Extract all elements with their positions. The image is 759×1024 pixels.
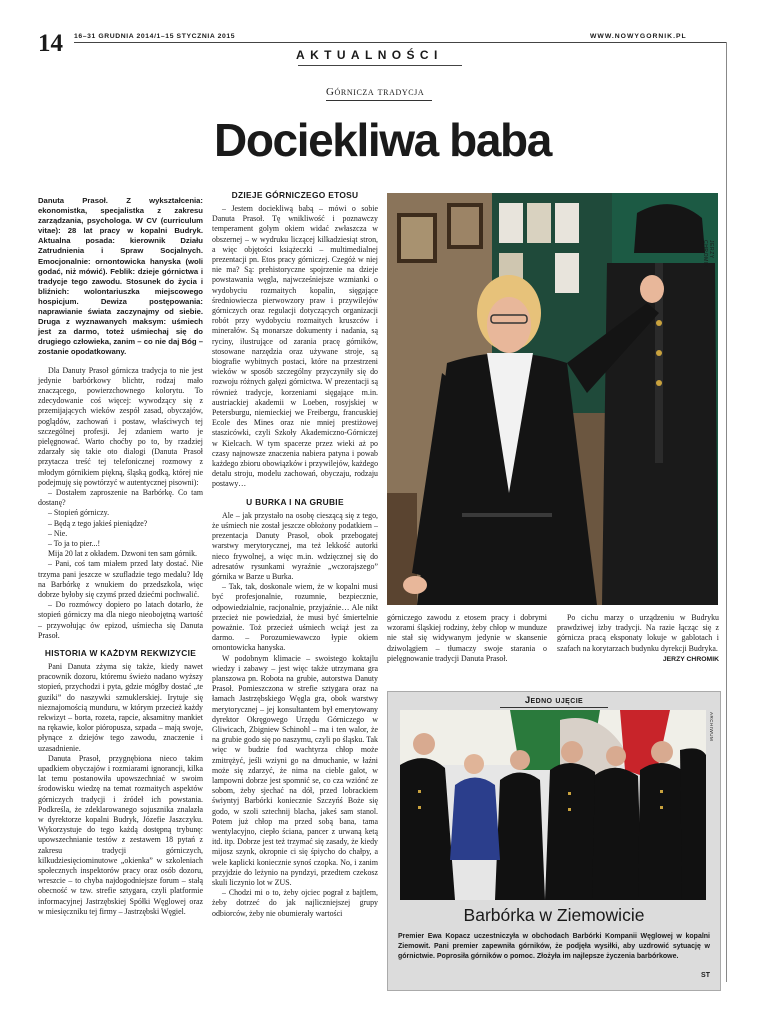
section-underline [298, 65, 462, 66]
subheading-burek: U BURKA I NA GRUBIE [246, 496, 344, 507]
col1-paragraph: Mija 20 lat z okładem. Dzwoni ten sam górnik. [48, 549, 198, 559]
col1-paragraph: – Nie. [48, 528, 68, 538]
bio-box: Danuta Prasoł. Z wykształcenia: ekonomistka, specjalistka z zakresu zarządzania, psychologa. W CV (curriculum vitae): 28 lat pracy w kopalni Budryk. Aktualna posada: kierownik Działu Zatrudnienia i Spraw Socjalnych. Emocjonalnie: ornontowicka hanyska (woli godać, niż mówić). Feblik: dzieje górnictwa i tradycje tego zawodu. Stosunek do życia i bliźnich: wolontariuszka miejscowego hospicjum. Dewiza postępowania: naprawianie świata zaczynajmy od siebie. Druga z wyznawanych maksym: uśmiech jest za darmo, toteż uśmiechaj się do drugiego człowieka, zanim – co nie daj Bóg – zostanie opodatkowany. [38, 196, 203, 357]
column-1 [38, 196, 203, 917]
site-url: WWW.NOWYGORNIK.PL [590, 33, 687, 40]
header-rule [74, 42, 726, 43]
col1-paragraph: – Pani, coś tam miałem przed laty dostać. Nie trzyma pani jeszcze w szufladzie tego medalu? Idę na Barbórkę z wnukiem do przedszkola, więc dobrze byłoby się czymś przed dziećmi pochwalić. [38, 559, 203, 599]
col2-paragraph-list [212, 204, 378, 490]
col3-text: górniczego zawodu z etosem pracy i dobrymi wzorami śląskiej rodziny, żeby chłop w munduze nie stał się widywanym jedynie w skansenie dziwolągiem – tłumaczy swoje starania o pielęgnowanie tradycji Danuta Prasoł. [387, 613, 547, 663]
page-number: 14 [38, 30, 63, 57]
col2-paragraph: – Jestem dociekliwą babą – mówi o sobie Danuta Prasoł. Tę wnikliwość i poznawczy temperament golym okiem widać zwłaszcza w obszernej – w wydruku liczącej kilkadziesiąt stron, a więc objętości książeczki – multimedialnej prezentacji pn. Etos pracy górniczej. Czegóż w niej nie ma? Są: prehistoryczne spojrzenie na dzieje powstawania węgla, najwcześniejsze wzmianki o wydobyciu rozmaitych kopalin, sięgające średniowiecza pierwowzory praw i przywilejów górniczych oraz regulacji dotyczących organizacji robót przy wydobyciu rozmaitych kruszców i minerałów. Są monarsze dokumenty i nadania, są ryciny, ilustrujące od zarania pracę górników, stosowane narzędzia oraz używane stroje, są biografie wybitnych postaci, które na przestrzeni wieków w sposób szczególny przyczyniły się do rozwoju różnych gałęzi górnictwa. W prezentacji są również tradycje, korzeniami sięgające m.in. austriackiej akademii w Loeben, rosyjskiej w Petersburgu, niemieckiej we Freibergu, francuskiej Ecole des Mines oraz nie mniej prestiżowej staszicówki, czyli Szkoły Akademiczno-Górniczej w Kielcach. W tym spacerze przez wieki aż po czasy najnowsze znaczenia nabiera patyna i powab każdego zbioru obowiązków i przywilejów, każdego detalu stroju, modelu zachowań, obyczaju, rodzaju postawy… [212, 204, 379, 489]
col1-paragraph: – Będą z tego jakieś pieniądze? [48, 518, 148, 528]
photo-credit-main: JERZY CHROMIK [702, 240, 714, 268]
box-caption: Premier Ewa Kopacz uczestniczyła w obchodach Barbórki Kompanii Węglowej w kopalni Ziemowit. Pani premier zapewniła górników, że podjęła wysiłki, aby uzdrowić sytuację w górnictwie. Poprosiła górników o pomoc. Złożyła im najlepsze życzenia barbórkowe. [398, 933, 710, 960]
box-title: Barbórka w Ziemowicie [463, 905, 645, 925]
article-title: Dociekliwa baba [214, 114, 551, 166]
column-3 [387, 613, 547, 664]
col2-paragraph-list-2 [212, 511, 378, 919]
issue-date: 16–31 GRUDNIA 2014/1–15 STYCZNIA 2015 [74, 33, 236, 40]
col1-paragraph-list-2 [38, 662, 203, 917]
col1-paragraph: – Stopień górniczy. [48, 508, 110, 518]
col2-paragraph: – Chodzi mi o to, żeby ojciec pograł z bajtlem, żeby dotrzeć do jak najliczniejszej grupy odbiorców, żeby nie obumierały wartości [212, 888, 378, 918]
column-2 [212, 190, 378, 919]
box-header: Jedno ujęcie [524, 695, 584, 706]
col2-paragraph: W podobnym klimacie – swoistego koktajlu wiedzy i zabawy – jest więc także utrzymana gra planszowa pn. Robota na grubie, autorstwa Danuty Prasoł. Pomieszczona w strefie sztygara oraz na łamach Jastrzębskiego Węgla gra, obok warstwy merytorycznej – jej konsultantem był emerytowany dyrektor Okręgowego Urzędu Górniczego w Gliwicach, Zbigniew Schinohl – ma i ten walor, że na grubie godo się po naszymu, czyli po śląsku. Tak więc w budzie fod wachtyrza chłop może zmitrężyć, jeśli wziyni go na dmuchanie, w łaźni może się zdarzyć, że nima na cieble galot, w lampowni dobrze jest spomnić se, co cza wziónć ze sobom, żeby sjechać na dół, przed lobrackiem świyntyj Barbórki koniecznie Szczyńś Boże się godo, w szoli sztechnij blacha, jakeś sam stanol. Potem już chłop ma przed sobą bana, tama wentylacyjno, ciepło ściana, pancer z urwaną ketą itd. itp. Dobrze jest też trzymać się zasady, że kiedy mijosz szynk, okropnie ci się śpiycho do chałpy, a wele kaplicki koniecznie synoś czopka. No, i zanim przyjdzie do leżynio na pyndzyi, przedtem czekosz skuli liczynio lot w ZUS. [212, 653, 378, 887]
author-signature: JERZY CHROMIK [662, 655, 719, 663]
col1-paragraph-list [38, 366, 203, 641]
col4-text: Po cichu marzy o urządzeniu w Budryku prawdziwej izby tradycji. Na razie łącząc się z górnicza pracą eksponaty lokuje w gablotach i szafach na korytarzach budynku dyrekcji Budryka. [557, 613, 719, 653]
col1-paragraph: Pani Danuta zżyma się także, kiedy nawet pracownik dozoru, któremu świeżo nadano wyższy stopień, przychodzi i pyta, gdzie mógłby dostać „te guziki” do naszywki szmuklerskiej. Irytuje się nieznajomością munduru, w którym przecież każdy rekwizyt – borta, rozeta, rapcie, aksamitny mankiet na rękawie, kolor pióropusza, szpada – mają swoje, płynące z dziejów tego zawodu, znaczenie i uzasadnienie. [38, 661, 203, 753]
col2-paragraph: Ale – jak przystało na osobę cieszącą się z tego, że uśmiech nie został jeszcze obłożony podatkiem – prezentacja Danuty Prasoł, obok przebogatej warstwy merytorycznej, ma też lekkość autorki nieco frywolnej, a więc m.in. wdzięcznej się do adresatów rysunkami wyraźnie „wczorajszego” górnika w Barze u Burka. [212, 510, 378, 581]
page-right-rule [726, 42, 727, 982]
woman-with-uniform-photo [387, 193, 718, 605]
col1-paragraph: – Do rozmówcy dopiero po latach dotarło, że stopień górniczy ma dla niego nieobojętną wartość – przywołując ów epizod, uśmiecha się Danuta Prasoł. [38, 600, 203, 640]
col1-paragraph: Danuta Prasoł, przygnębiona niecо takim upadkiem obyczajów i rozmiarami ignorancji, kilka lat temu postanowiła upowszechniać w swoim środowisku wiedzę na temat rozmaitych aspektów górniczych tradycji i źródeł ich powstania. Podkreśla, że zdeklarowanego sojusznika znalazła w dyrektorze kopalni Budryk, Józefie Jaszczyku. Wykorzystuje do tego każdą dostępną trybunę: upowszechnianie testów z zestawem 18 pytań z zakresu tradycji górniczych, kilkudziesięciominutowe „okienka” w szkoleniach społecznych inspektorów pracy oraz osób dozoru, wreszcie – to chyba najdogodniejsze forum – stałą obecność w tzw. strefie sztygara, czyli platformie informacyjnej Jastrzębskiej Spółki Węglowej oraz w miesięczniku tej firmy – Jastrzębski Węgiel. [38, 753, 203, 916]
kicker-underline [326, 100, 432, 101]
col1-paragraph: Dla Danuty Prasoł górnicza tradycja to nie jest jedynie barbórkowy blichtr, rodzaj mało znaczącego, powierzchownego kolorytu. To zdecydowanie coś więcej: wywodzący się z przemijających wieków zespół zasad, obyczajów, poglądów, zachowań i postaw, właściwych tej szczególnej profesji. Jej zdaniem warto je pielęgnować. Warto choćby po to, by rzadziej zdarzały się takie oto dialogi (Danuta Prasoł przytacza treść tej telefonicznej rozmowy z młodym górnikiem piękną, śląską godką, której nie podejmuję się powtórzyć w autentycznej pisowni): [38, 365, 203, 487]
col2-paragraph: – Tak, tak, doskonale wiem, że w kopalni musi być profesjonalnie, rozumnie, bezpiecznie, odpowiedzialnie, racjonalnie, przyjaźnie… Ale nikt przecież nie powiedział, że musi być śmiertelnie poważnie. Toż przecież uśmiech wciąż jest za darmo. – Porozumiewawczo łypie okiem ornontowicka hanyska. [212, 582, 378, 653]
col1-paragraph: – To ja to pier...! [48, 538, 101, 548]
col1-paragraph: – Dostałem zaproszenie na Barbórkę. Co tam dostanę? [38, 487, 203, 508]
barborka-group-photo [400, 710, 706, 900]
box-photo [400, 710, 706, 900]
photo-credit-box: ARCHIWUM [709, 712, 714, 742]
column-4 [557, 613, 719, 665]
subheading-historia: HISTORIA W KAŻDYM REKWIZYCIE [44, 647, 197, 658]
box-header-rule [500, 707, 608, 708]
box-signature: ST [701, 972, 710, 979]
main-photo [387, 193, 718, 605]
kicker: Górnicza tradycja [326, 86, 425, 98]
subheading-dzieje: DZIEJE GÓRNICZEGO ETOSU [231, 190, 359, 200]
section-label: AKTUALNOŚCI [296, 48, 443, 62]
jedno-ujecie-box [387, 691, 721, 991]
